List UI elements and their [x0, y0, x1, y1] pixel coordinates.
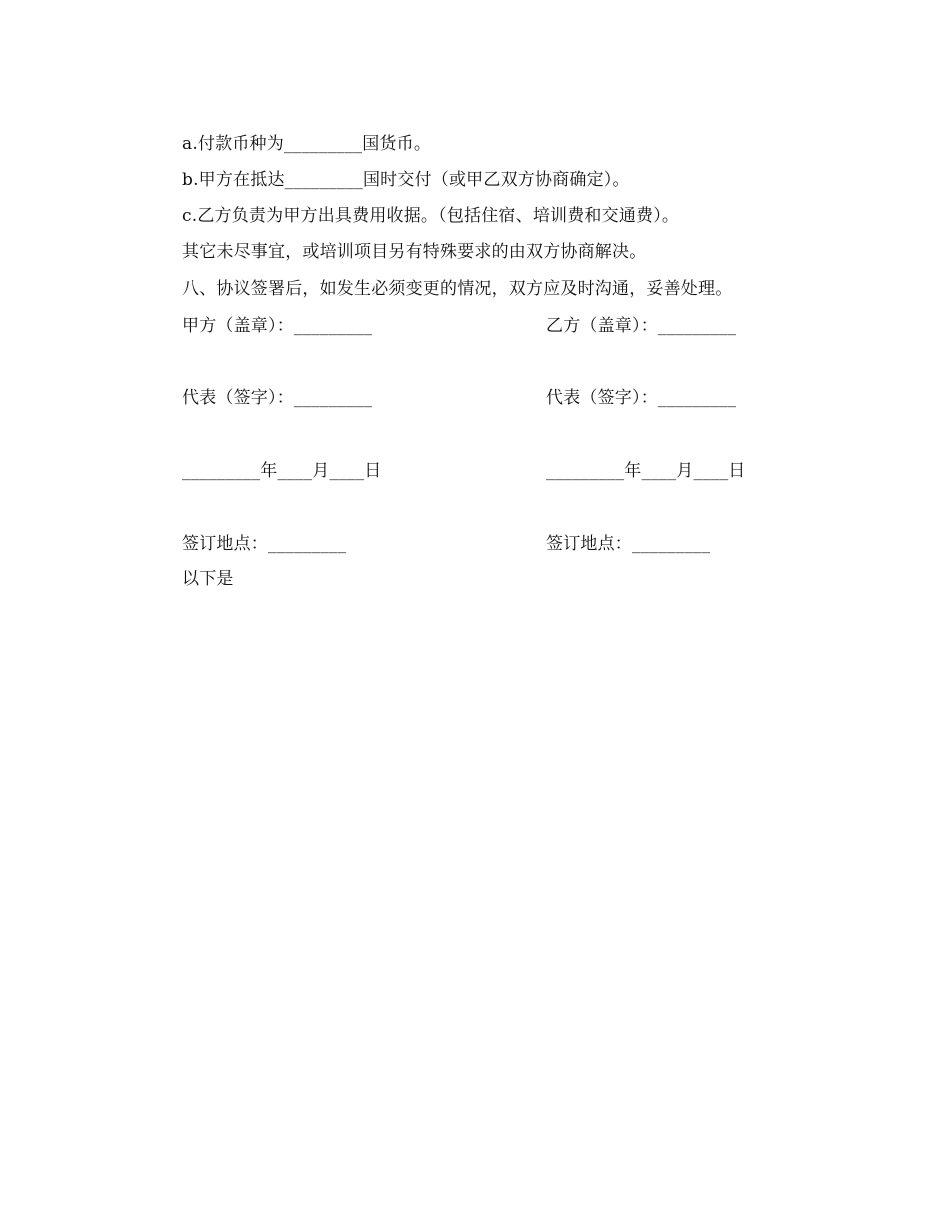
- party-b-signing-place: 签订地点：_________: [546, 534, 711, 554]
- party-a-date: _________年____月____日: [182, 461, 382, 481]
- clause-other-matters: 其它未尽事宜，或培训项目另有特殊要求的由双方协商解决。: [182, 242, 647, 262]
- footer-text: 以下是: [182, 569, 234, 589]
- party-a-representative: 代表（签字）：_________: [182, 388, 373, 408]
- clause-c-receipt: c.乙方负责为甲方出具费用收据。（包括住宿、培训费和交通费）。: [182, 206, 680, 226]
- party-a-seal: 甲方（盖章）：_________: [182, 316, 373, 336]
- clause-b-payment-timing: b.甲方在抵达_________国时交付（或甲乙双方协商确定）。: [182, 170, 630, 190]
- party-a-signing-place: 签订地点：_________: [182, 534, 347, 554]
- party-b-representative: 代表（签字）：_________: [546, 388, 737, 408]
- clause-eight-changes: 八、协议签署后，如发生必须变更的情况，双方应及时沟通，妥善处理。: [182, 279, 733, 299]
- party-b-seal: 乙方（盖章）：_________: [546, 316, 737, 336]
- party-b-date: _________年____月____日: [546, 461, 746, 481]
- clause-a-payment-currency: a.付款币种为_________国货币。: [182, 134, 432, 154]
